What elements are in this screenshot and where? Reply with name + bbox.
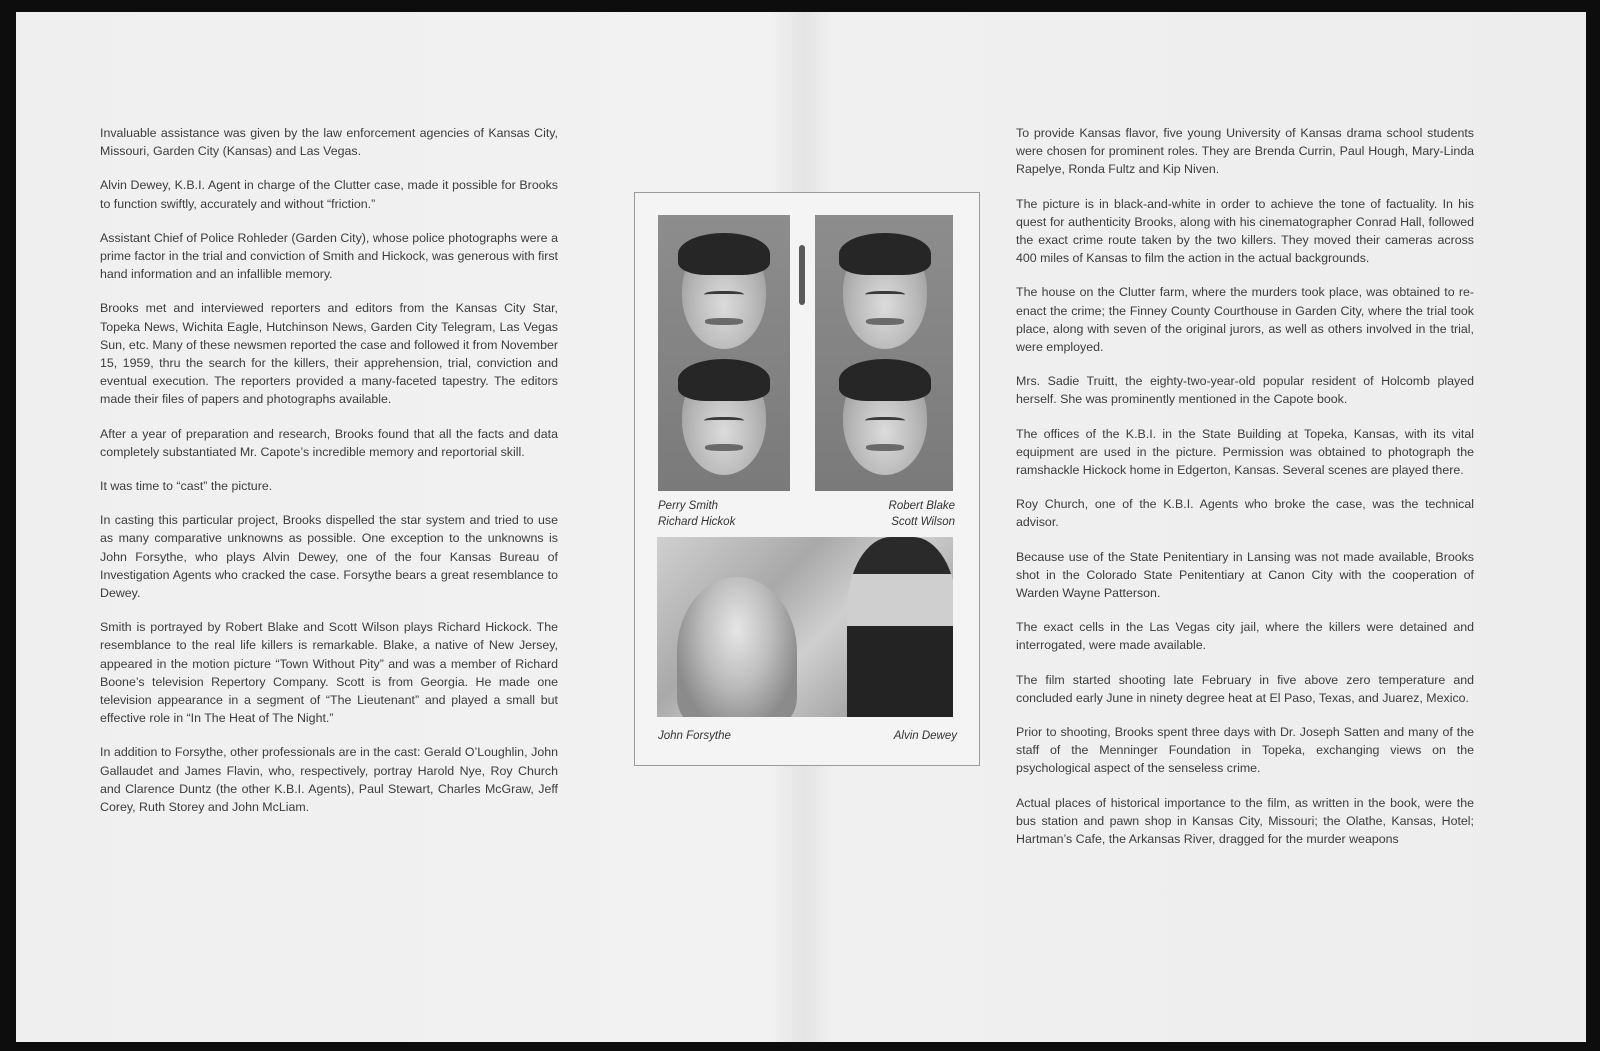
paragraph: In addition to Forsythe, other professionals are in the cast: Gerald O’Loughlin, John Gallaudet and James Flavin, who, respectively, portray Harold Nye, Roy Church and Clarence Duntz (the other K.B.I. Agents), Paul Stewart, Charles McGraw, Jeff Corey, Ruth Storey and John McLiam.: [100, 745, 558, 815]
figure-john-forsythe: [677, 577, 797, 717]
paragraph: Roy Church, one of the K.B.I. Agents who broke the case, was the technical advisor.: [1016, 497, 1474, 530]
face-richard-hickok: [682, 367, 766, 475]
paragraph: After a year of preparation and research, Brooks found that all the facts and data completely substantiated Mr. Capote’s incredible memory and reportorial skill.: [100, 426, 558, 459]
paragraph: It was time to “cast” the picture.: [100, 479, 273, 494]
brochure-spread: [16, 12, 1586, 1042]
caption-alvin-dewey: Alvin Dewey: [893, 730, 957, 742]
paragraph: Mrs. Sadie Truitt, the eighty-two-year-old popular resident of Holcomb played herself. She was prominently mentioned in the Capote book.: [1016, 374, 1474, 407]
face-scott-wilson: [843, 367, 927, 475]
portrait-pair-left: [658, 215, 790, 491]
paragraph: To provide Kansas flavor, five young University of Kansas drama school students were chosen for prominent roles. They are Brenda Currin, Paul Hough, Mary-Linda Rapelye, Ronda Fultz and Kip Niven.: [1016, 126, 1474, 177]
caption-john-forsythe: John Forsythe: [658, 730, 731, 742]
paragraph: Assistant Chief of Police Rohleder (Garden City), whose police photographs were a prime factor in the trial and conviction of Smith and Hickock, was generous with first hand information and an infallible memory.: [100, 230, 558, 282]
paragraph: The exact cells in the Las Vegas city jail, where the killers were detained and interrogated, were made available.: [1016, 620, 1474, 653]
paragraph: The picture is in black-and-white in order to achieve the tone of factuality. In his quest for authenticity Brooks, along with his cinematographer Conrad Hall, followed the exact crime route taken by the two killers. They moved their cameras across 400 miles of Kansas to film the action in the actual backgrounds.: [1016, 196, 1474, 266]
paragraph: In casting this particular project, Brooks dispelled the star system and tried to use as many comparative unknowns as possible. One exception to the unknowns is John Forsythe, who plays Alvin Dewey, one of the four Kansas Bureau of Investigation Agents who cracked the case. Forsythe bears a great resemblance to Dewey.: [100, 513, 558, 601]
caption-right-names: [889, 499, 955, 530]
paragraph: Prior to shooting, Brooks spent three days with Dr. Joseph Satten and many of the staff of the Menninger Foundation in Topeka, exchanging views on the psychological aspect of the senseless crime.: [1016, 725, 1474, 776]
paragraph: Smith is portrayed by Robert Blake and Scott Wilson plays Richard Hickock. The resemblance to the real life killers is remarkable. Blake, a native of New Jersey, appeared in the motion picture “Town Without Pity” and was a member of Richard Boone’s television Repertory Company. Scott is from Georgia. He made one television appearance in a segment of “The Lieutenant” and played a small but effective role in “In The Heat of The Night.”: [100, 620, 558, 726]
paragraph: Alvin Dewey, K.B.I. Agent in charge of the Clutter case, made it possible for Brooks to function swiftly, accurately and without “friction.”: [100, 178, 558, 211]
paragraph: Because use of the State Penitentiary in Lansing was not made available, Brooks shot in the Colorado State Penitentiary at Canon City with the cooperation of Warden Wayne Patterson.: [1016, 549, 1474, 601]
paragraph: The film started shooting late February in five above zero temperature and concluded early June in ninety degree heat at El Paso, Texas, and Juarez, Mexico.: [1016, 672, 1474, 705]
figure-alvin-dewey: [847, 537, 953, 717]
caption-left-names: [658, 499, 735, 530]
paragraph: The offices of the K.B.I. in the State Building at Topeka, Kansas, with its vital equipment are used in the picture. Permission was obtained to photograph the ramshackle Hickock home in Edgerton, Kansas. Several scenes are played there.: [1016, 426, 1474, 478]
paragraph: Actual places of historical importance to the film, as written in the book, were the bus station and pawn shop in Kansas City, Missouri; the Olathe, Kansas, Hotel; Hartman’s Cafe, the Arkansas River, dragged for the murder weapons: [1016, 795, 1474, 847]
paper-clip-icon: [799, 245, 805, 305]
photo-panel: [634, 192, 980, 766]
portrait-pair-right: [815, 215, 953, 491]
caption-perry-smith: Perry Smith: [658, 500, 719, 512]
face-robert-blake: [843, 241, 927, 349]
forsythe-dewey-photo: [657, 537, 953, 717]
right-text-column: [1016, 124, 1474, 864]
caption-richard-hickok: Richard Hickok: [658, 515, 736, 528]
paragraph: Invaluable assistance was given by the law enforcement agencies of Kansas City, Missouri, Garden City (Kansas) and Las Vegas.: [100, 126, 558, 159]
left-text-column: [100, 124, 558, 832]
caption-robert-blake: Robert Blake: [888, 500, 955, 512]
paragraph: Brooks met and interviewed reporters and editors from the Kansas City Star, Topeka News, Wichita Eagle, Hutchinson News, Garden City Telegram, Las Vegas Sun, etc. Many of these newsmen reported the case and followed it from November 15, 1959, thru the search for the killers, their apprehension, trial, conviction and eventual execution. The reporters provided a many-faceted tapestry. The editors made their files of papers and photographs available.: [100, 301, 558, 407]
paragraph: The house on the Clutter farm, where the murders took place, was obtained to re-enact the crime; the Finney County Courthouse in Garden City, where the trial took place, along with seven of the original jurors, as well as others involved in the trial, were employed.: [1016, 285, 1474, 355]
caption-scott-wilson: Scott Wilson: [891, 515, 955, 528]
face-perry-smith: [682, 241, 766, 349]
